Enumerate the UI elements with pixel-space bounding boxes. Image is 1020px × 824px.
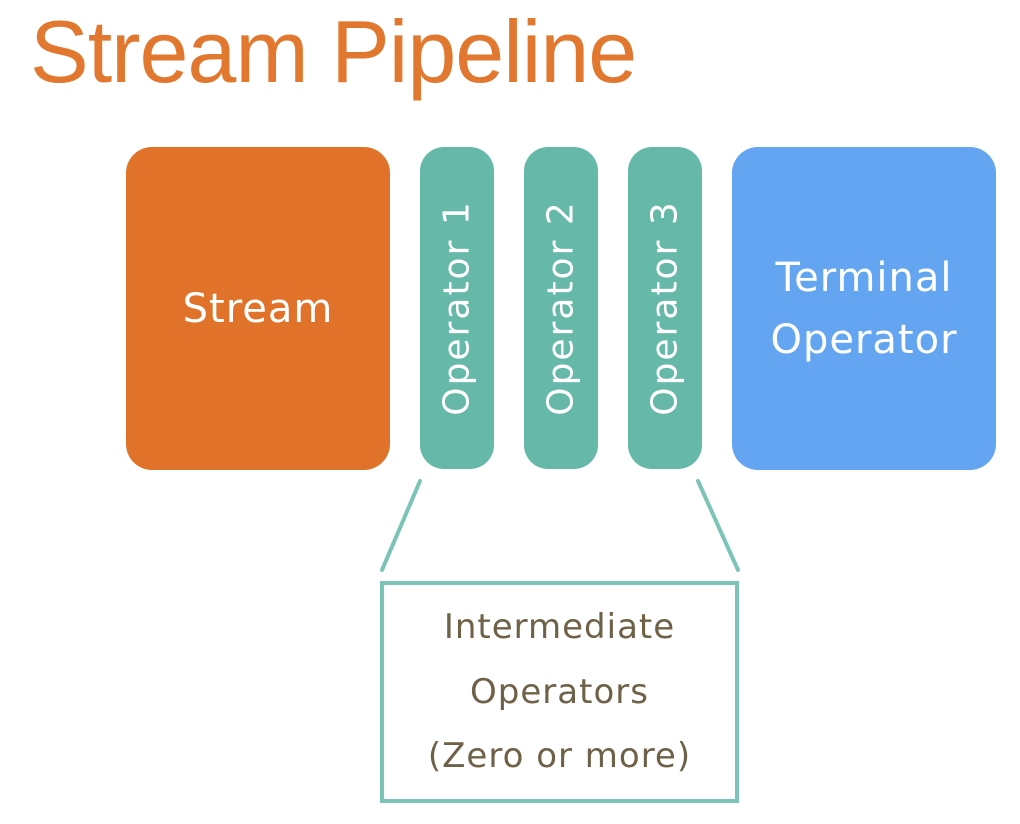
operator-1-box	[420, 147, 494, 469]
stream-label: Stream	[182, 285, 334, 332]
stream-box	[126, 147, 390, 470]
operator-2-label: Operator 2	[540, 200, 582, 416]
terminal-label-line-2: Operator	[770, 316, 958, 363]
intermediate-label-line-1: Intermediate	[443, 607, 676, 648]
operator-3-box	[628, 147, 702, 469]
terminal-label-line-1: Terminal	[775, 254, 953, 301]
intermediate-label-line-2: Operators	[470, 671, 649, 712]
left-bracket-line	[382, 481, 420, 570]
operator-1-label: Operator 1	[436, 200, 478, 416]
right-bracket-line	[698, 481, 738, 570]
intermediate-operators-box	[380, 581, 739, 803]
page-title: Stream Pipeline	[30, 2, 637, 101]
operator-3-label: Operator 3	[644, 200, 686, 416]
terminal-operator-box	[732, 147, 996, 470]
operator-2-box	[524, 147, 598, 469]
intermediate-label-line-3: (Zero or more)	[427, 736, 692, 777]
